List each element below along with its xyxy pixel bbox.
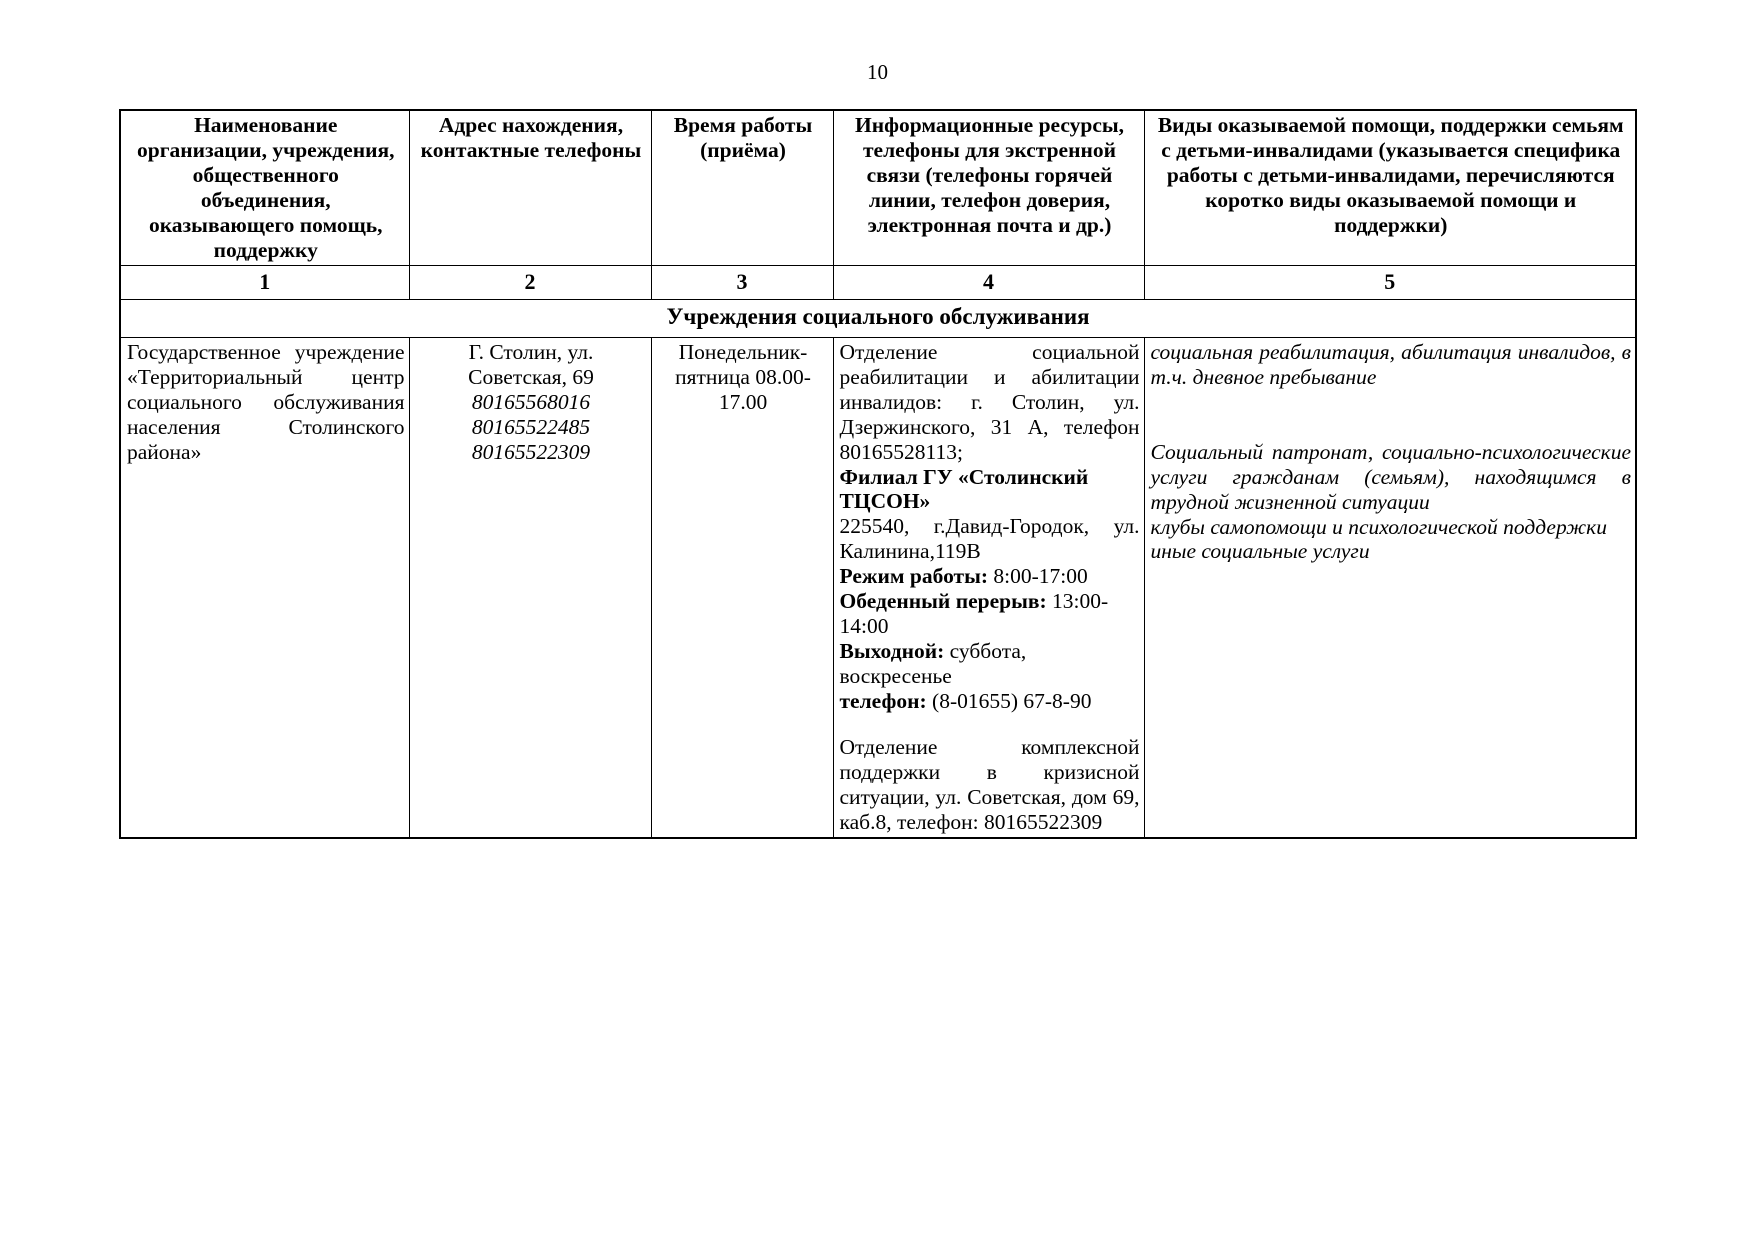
cell-info-resources xyxy=(833,337,1144,837)
cell-address xyxy=(409,337,651,837)
cell-organization: Государственное учреждение «Территориальный центр социального обслуживания населения Столинского района» xyxy=(120,337,409,837)
help-types-spacer xyxy=(1151,390,1632,440)
address-line-2: Советская, 69 xyxy=(468,364,594,389)
section-title-row xyxy=(120,300,1636,338)
info-phone-value: (8-01655) 67-8-90 xyxy=(932,688,1092,713)
info-schedule-label: Режим работы: xyxy=(839,564,989,589)
section-title: Учреждения социального обслуживания xyxy=(120,300,1636,338)
info-schedule-value: 8:00-17:00 xyxy=(993,564,1088,589)
column-header-address: Адрес нахождения, контактные телефоны xyxy=(409,110,651,265)
info-department-rehab: Отделение социальной реабилитации и абилитации инвалидов: г. Столин, ул. Дзержинского, 31 А, телефон 80165528113; xyxy=(839,339,1140,464)
info-branch-label: Филиал ГУ «Столинский ТЦСОН» xyxy=(839,464,1089,514)
cell-help-types xyxy=(1144,337,1636,837)
column-header-help-types: Виды оказываемой помощи, поддержки семьям с детьми-инвалидами (указывается специфика работы с детьми-инвалидами, перечисляются коротко виды оказываемой помощи и поддержки) xyxy=(1144,110,1636,265)
info-branch-address: 225540, г.Давид-Городок, ул. Калинина,119В xyxy=(839,514,1140,564)
column-number-2: 2 xyxy=(409,265,651,300)
column-header-organization: Наименование организации, учреждения, общественного объединения, оказывающего помощь, поддержку xyxy=(120,110,409,265)
info-spacer xyxy=(840,714,1140,735)
info-lunch xyxy=(840,589,1140,639)
address-phone-2: 80165522485 xyxy=(471,414,591,439)
column-number-5: 5 xyxy=(1144,265,1636,300)
column-number-1: 1 xyxy=(120,265,409,300)
info-dayoff-label: Выходной: xyxy=(839,639,945,664)
help-types-part-1: социальная реабилитация, абилитация инвалидов, в т.ч. дневное пребывание xyxy=(1150,339,1631,389)
info-schedule xyxy=(840,564,1140,589)
table-body xyxy=(120,265,1636,838)
help-types-part-2-other: иные социальные услуги xyxy=(1150,539,1370,564)
address-phone-3: 80165522309 xyxy=(471,439,591,464)
column-number-4: 4 xyxy=(833,265,1144,300)
info-lunch-value: 13:00-14:00 xyxy=(839,589,1109,639)
help-types-part-2-patronage: Социальный патронат, социально-психологические услуги гражданам (семьям), находящимся в трудной жизненной ситуации xyxy=(1150,439,1631,514)
info-dayoff xyxy=(840,639,1140,689)
table-row xyxy=(120,337,1636,837)
cell-work-time: Понедельник-пятница 08.00-17.00 xyxy=(651,337,833,837)
address-line-1: Г. Столин, ул. xyxy=(468,339,594,364)
address-phone-1: 80165568016 xyxy=(471,389,591,414)
info-department-crisis: Отделение комплексной поддержки в кризисной ситуации, ул. Советская, дом 69, каб.8, телефон: 80165522309 xyxy=(839,734,1140,834)
column-number-row xyxy=(120,265,1636,300)
info-lunch-label: Обеденный перерыв: xyxy=(839,589,1047,614)
page-number: 10 xyxy=(867,60,888,84)
column-header-worktime: Время работы (приёма) xyxy=(651,110,833,265)
info-dayoff-value: суббота, воскресенье xyxy=(839,639,1027,688)
table-container xyxy=(0,83,1755,839)
table-header xyxy=(120,110,1636,265)
column-number-3: 3 xyxy=(651,265,833,300)
info-phone-label: телефон: xyxy=(839,688,927,713)
column-header-info: Информационные ресурсы, телефоны для экстренной связи (телефоны горячей линии, телефон доверия, электронная почта и др.) xyxy=(833,110,1144,265)
help-types-part-2-clubs: клубы самопомощи и психологической поддержки xyxy=(1150,514,1607,539)
header-row xyxy=(120,110,1636,265)
info-phone xyxy=(840,689,1140,714)
services-table xyxy=(119,109,1637,839)
